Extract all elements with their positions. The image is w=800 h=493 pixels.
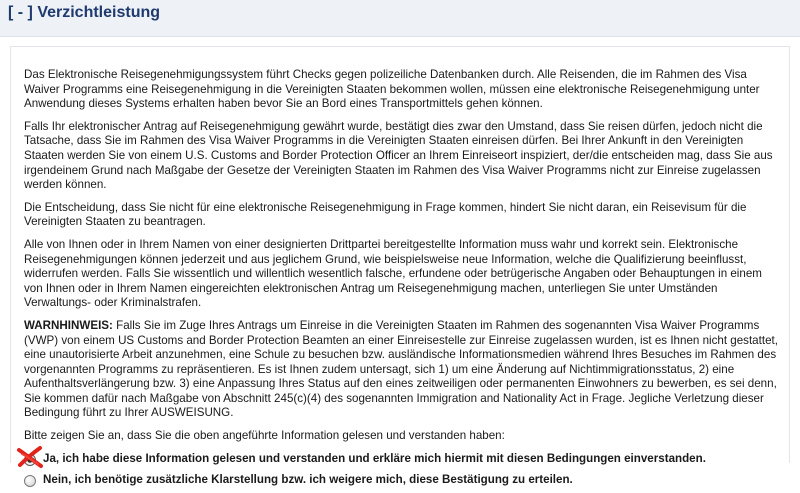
option-no-label[interactable]: Nein, ich benötige zusätzliche Klarstellung bzw. ich weigere mich, diese Bestätigung zu erteilen. xyxy=(43,473,573,487)
option-no-radio[interactable] xyxy=(24,475,36,487)
paragraph-esta-checks: Das Elektronische Reisegenehmigungssystem führt Checks gegen polizeiliche Datenbanken durch. Alle Reisenden, die im Rahmen des Visa Waiver Programms eine Reisegenehmigung in die Vereinigten Staaten bekommen wollen, müssen eine elektronische Reisegenehmigung unter Anwendung dieses Systems erhalten haben bevor Sie an Bord eines Transportmittels gehen können. xyxy=(24,68,760,111)
option-yes-radio[interactable] xyxy=(24,454,36,466)
paragraph-warning xyxy=(24,319,782,421)
section-toggle-title[interactable]: [ - ] Verzichtleistung xyxy=(8,4,161,21)
option-yes-row[interactable] xyxy=(24,451,782,469)
warning-label: WARNHINWEIS: xyxy=(24,318,113,332)
paragraph-authorization-inspection: Falls Ihr elektronischer Antrag auf Reisegenehmigung gewährt wurde, bestätigt dies zwar den Umstand, dass Sie reisen dürfen, jedoch nicht die Tatsache, dass Sie im Rahmen des Visa Waiver Programms in die Vereinigten Staaten einreisen dürfen. Bei Ihrer Ankunft in den Vereinigten Staaten werden Sie von einem U.S. Customs and Border Protection Officer an Ihrem Einreiseort inspiziert, der/die entscheiden mag, dass Sie aus irgendeinem Grund nach Maßgabe der Gesetze der Vereinigten Staaten im Rahmen des Visa Waiver Programms nicht zur Einreise zugelassen werden können. xyxy=(24,119,773,192)
option-yes-label[interactable]: Ja, ich habe diese Information gelesen und verstanden und erkläre mich hiermit mit diesen Bedingungen einverstanden. xyxy=(43,452,706,466)
warning-text: Falls Sie im Zuge Ihres Antrags um Einreise in die Vereinigten Staaten im Rahmen des sogenannten Visa Waiver Programms (VWP) von einem US Customs and Border Protection Beamten an einer Einreisestelle zur Einreise zugelassen wurden, ist es Ihnen nicht gestattet, eine unautorisierte Arbeit anzunehmen, eine Schule zu besuchen bzw. ausländische Informationsmedien während Ihres Besuches im Rahmen des vorgenannten Programms zu repräsentieren. Es ist Ihnen zudem untersagt, sich 1) um eine Änderung auf Nichtimmigrationsstatus, 2) eine Aufenthaltsverlängerung bzw. 3) eine Anpassung Ihres Status auf den eines zeitweiligen oder permanenten Einwohners zu bewerben, es sei denn, Sie kommen dafür nach Maßgabe von Abschnitt 245(c)(4) des sogenannten Immigration and Nationality Act in Frage. Jegliche Verletzung dieser Bedingung führt zu Ihrer AUSWEISUNG. xyxy=(24,318,778,420)
option-no-row[interactable] xyxy=(24,472,782,490)
paragraph-visa-eligibility: Die Entscheidung, dass Sie nicht für eine elektronische Reisegenehmigung in Frage kommen, hindert Sie nicht daran, ein Reisevisum für die Vereinigten Staaten zu beantragen. xyxy=(24,200,747,229)
paragraph-information-accuracy: Alle von Ihnen oder in Ihrem Namen von einer designierten Drittpartei bereitgestellte Information muss wahr und korrekt sein. Elektronische Reisegenehmigungen können jederzeit und aus jeglichem Grund, wie beispielsweise neue Information, welche die Qualifizierung beeinflusst, widerrufen werden. Falls Sie wissentlich und willentlich wesentlich falsche, erfundene oder betrügerische Angaben oder Behauptungen in einem von Ihnen oder in Ihrem Namen eingereichten elektronischen Antrag um Reisegenehmigung machen, unterliegen Sie unter Umständen Verwaltungs- oder Kriminalstrafen. xyxy=(24,237,762,310)
waiver-content xyxy=(24,68,782,493)
acknowledgement-prompt: Bitte zeigen Sie an, dass Sie die oben angeführte Information gelesen und verstanden haben: xyxy=(24,429,505,443)
